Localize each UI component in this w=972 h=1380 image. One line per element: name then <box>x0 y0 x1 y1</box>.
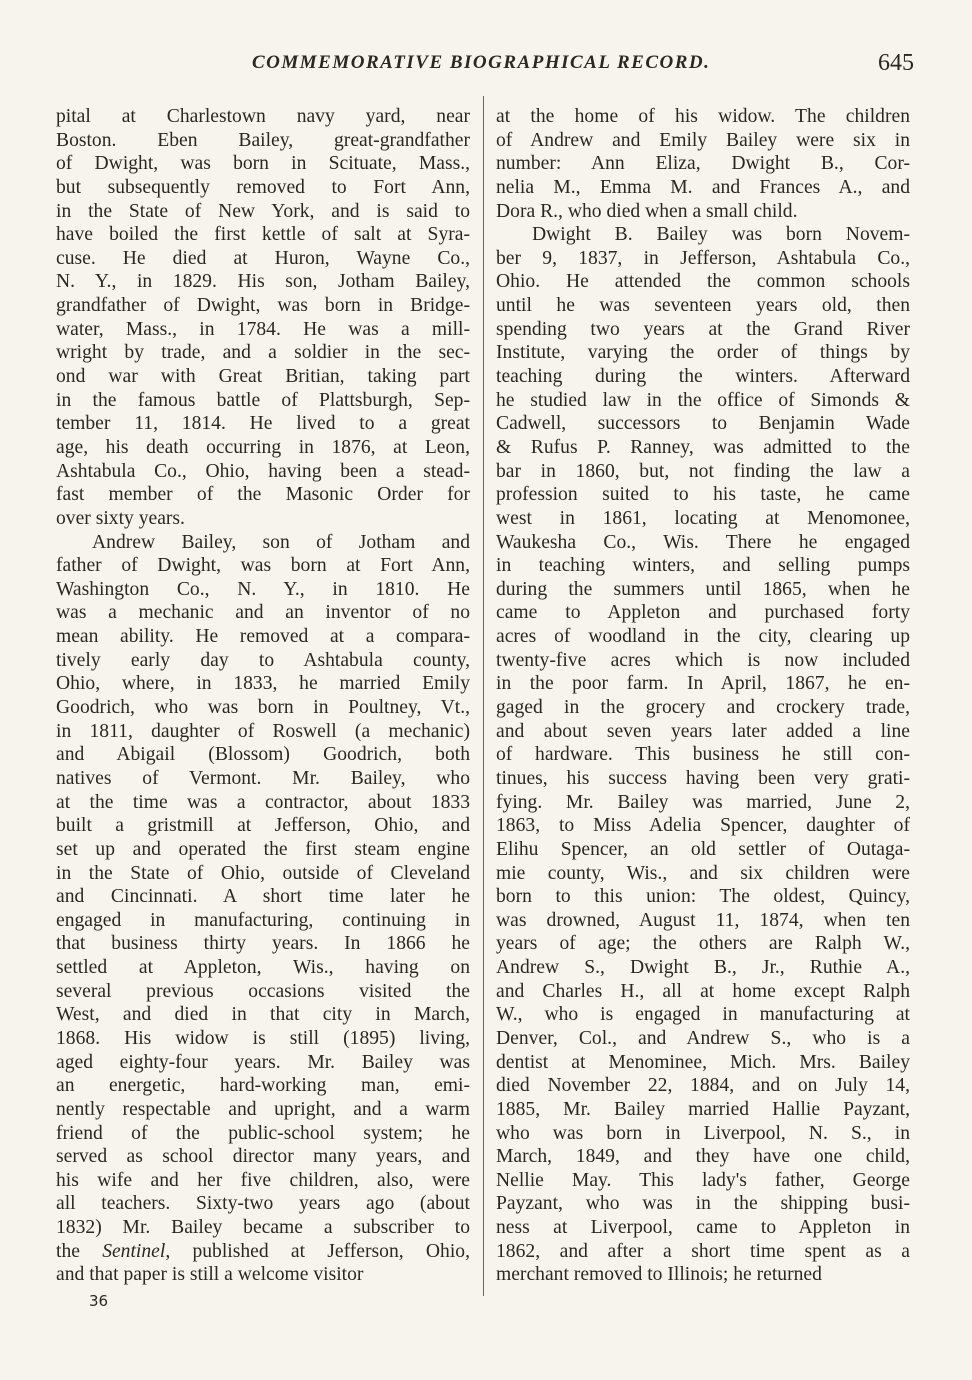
text-line: of Dwight, was born in Scituate, Mass., <box>56 153 470 175</box>
text-line: at the home of his widow. The children <box>496 106 910 127</box>
text-line: spending two years at the Grand River <box>496 318 910 340</box>
text-line: tinues, his success having been very grati- <box>496 767 910 789</box>
text-line: Goodrich, who was born in Poultney, Vt., <box>56 697 470 719</box>
text-line: in the State of New York, and is said to <box>56 200 470 222</box>
text-line: Nellie May. This lady's father, George <box>496 1169 910 1191</box>
text-line: Waukesha Co., Wis. There he engaged <box>496 531 910 553</box>
text-line: Institute, varying the order of things by <box>496 342 910 364</box>
newspaper-title: Sentinel <box>102 1240 166 1262</box>
text-line: died November 22, 1884, and on July 14, <box>496 1075 910 1097</box>
text-line: and Abigail (Blossom) Goodrich, both <box>56 744 470 766</box>
text-line: aged eighty-four years. Mr. Bailey was <box>56 1051 470 1073</box>
text-line: mie county, Wis., and six children were <box>496 862 910 884</box>
text-line: 1885, Mr. Bailey married Hallie Payzant, <box>496 1098 910 1120</box>
text-line: in teaching winters, and selling pumps <box>496 555 910 577</box>
text-line: of hardware. This business he still con- <box>496 744 910 766</box>
text-line: Elihu Spencer, an old settler of Outaga- <box>496 838 910 860</box>
text-line: ness at Liverpool, came to Appleton in <box>496 1217 910 1239</box>
text-line: settled at Appleton, Wis., having on <box>56 957 470 979</box>
text-line: came to Appleton and purchased forty <box>496 602 910 624</box>
text-line: Dora R., who died when a small child. <box>496 200 798 222</box>
text-line: in the poor farm. In April, 1867, he en- <box>496 673 910 695</box>
text-line: the Sentinel, published at Jefferson, Ohio, <box>56 1240 470 1262</box>
text-line: Payzant, who was in the shipping busi- <box>496 1193 910 1215</box>
text-line: & Rufus P. Ranney, was admitted to the <box>496 436 910 458</box>
text-line: ber 9, 1837, in Jefferson, Ashtabula Co., <box>496 247 910 269</box>
text-line: in the famous battle of Plattsburgh, Sep- <box>56 389 470 411</box>
text-line: nently respectable and upright, and a warm <box>56 1098 470 1120</box>
left-column <box>56 105 470 1287</box>
text-line: in the State of Ohio, outside of Cleveland <box>56 862 470 884</box>
text-line: engaged in manufacturing, continuing in <box>56 909 470 931</box>
text-line: ond war with Great Britian, taking part <box>56 366 470 388</box>
text-line: W., who is engaged in manufacturing at <box>496 1004 910 1026</box>
text-line: all teachers. Sixty-two years ago (about <box>56 1193 470 1215</box>
text-line: 1863, to Miss Adelia Spencer, daughter of <box>496 815 910 837</box>
text-line: in 1811, daughter of Roswell (a mechanic) <box>56 720 470 742</box>
text-line: and Cincinnati. A short time later he <box>56 886 470 908</box>
text-line: acres of woodland in the city, clearing up <box>496 626 910 648</box>
text-line: N. Y., in 1829. His son, Jotham Bailey, <box>56 271 470 293</box>
text-line: Washington Co., N. Y., in 1810. He <box>56 578 470 600</box>
text-line: nelia M., Emma M. and Frances A., and <box>496 176 910 198</box>
text-line: bar in 1860, but, not finding the law a <box>496 460 910 482</box>
text-line: friend of the public-school system; he <box>56 1122 470 1144</box>
text-line: number: Ann Eliza, Dwight B., Cor- <box>496 153 910 175</box>
text-line: set up and operated the first steam engine <box>56 838 470 860</box>
text-line: Cadwell, successors to Benjamin Wade <box>496 413 910 435</box>
text-line: an energetic, hard-working man, emi- <box>56 1075 470 1097</box>
text-line: merchant removed to Illinois; he returned <box>496 1264 822 1286</box>
text-line: Boston. Eben Bailey, great-grandfather <box>56 129 470 151</box>
text-line: Andrew S., Dwight B., Jr., Ruthie A., <box>496 957 910 979</box>
text-line: at the time was a contractor, about 1833 <box>56 791 470 813</box>
text-line: his wife and her five children, also, were <box>56 1169 470 1191</box>
text-line: was drowned, August 11, 1874, when ten <box>496 909 910 931</box>
text-line: teaching during the winters. Afterward <box>496 366 910 388</box>
text-line: born to this union: The oldest, Quincy, <box>496 886 910 908</box>
text-line: mean ability. He removed at a compara- <box>56 626 470 648</box>
text-line: 1832) Mr. Bailey became a subscriber to <box>56 1217 470 1239</box>
text-line: dentist at Menominee, Mich. Mrs. Bailey <box>496 1051 910 1073</box>
signature-mark: 36 <box>89 1292 109 1310</box>
text-line: Andrew Bailey, son of Jotham and <box>92 531 470 553</box>
column-divider <box>483 96 484 1296</box>
text-line: 1868. His widow is still (1895) living, <box>56 1027 470 1049</box>
page-header <box>56 52 914 82</box>
right-column <box>496 105 910 1287</box>
text-line: pital at Charlestown navy yard, near <box>56 106 470 127</box>
text-line: of Andrew and Emily Bailey were six in <box>496 129 910 151</box>
text-line: gaged in the grocery and crockery trade, <box>496 697 910 719</box>
text-line: Dwight B. Bailey was born Novem- <box>532 224 910 246</box>
text-line: wright by trade, and a soldier in the sec- <box>56 342 470 364</box>
text-line: built a gristmill at Jefferson, Ohio, and <box>56 815 470 837</box>
text-line: served as school director many years, and <box>56 1146 470 1168</box>
text-line: years of age; the others are Ralph W., <box>496 933 910 955</box>
text-line: tively early day to Ashtabula county, <box>56 649 470 671</box>
text-line: and about seven years later added a line <box>496 720 910 742</box>
text-line: tember 11, 1814. He lived to a great <box>56 413 470 435</box>
text-line: several previous occasions visited the <box>56 980 470 1002</box>
text-line: have boiled the first kettle of salt at Syra- <box>56 224 470 246</box>
text-line: twenty-five acres which is now included <box>496 649 910 671</box>
text-line: cuse. He died at Huron, Wayne Co., <box>56 247 470 269</box>
text-line: during the summers until 1865, when he <box>496 578 910 600</box>
text-line: who was born in Liverpool, N. S., in <box>496 1122 910 1144</box>
text-line: that business thirty years. In 1866 he <box>56 933 470 955</box>
text-line: natives of Vermont. Mr. Bailey, who <box>56 767 470 789</box>
text-line: until he was seventeen years old, then <box>496 295 910 317</box>
text-line: water, Mass., in 1784. He was a mill- <box>56 318 470 340</box>
text-line: profession suited to his taste, he came <box>496 484 910 506</box>
text-line: Ohio. He attended the common schools <box>496 271 910 293</box>
text-line: and Charles H., all at home except Ralph <box>496 980 910 1002</box>
text-line: Ohio, where, in 1833, he married Emily <box>56 673 470 695</box>
text-line: 1862, and after a short time spent as a <box>496 1240 910 1262</box>
text-line: age, his death occurring in 1876, at Leon, <box>56 436 470 458</box>
text-line: over sixty years. <box>56 507 185 529</box>
text-line: West, and died in that city in March, <box>56 1004 470 1026</box>
text-line: March, 1849, and they have one child, <box>496 1146 910 1168</box>
text-line: fying. Mr. Bailey was married, June 2, <box>496 791 910 813</box>
text-line: grandfather of Dwight, was born in Bridge- <box>56 295 470 317</box>
text-line: Ashtabula Co., Ohio, having been a stead- <box>56 460 470 482</box>
page-number: 645 <box>878 50 914 76</box>
text-line: but subsequently removed to Fort Ann, <box>56 176 470 198</box>
text-line: and that paper is still a welcome visitor <box>56 1264 364 1286</box>
running-head: COMMEMORATIVE BIOGRAPHICAL RECORD. <box>252 52 711 73</box>
text-line: father of Dwight, was born at Fort Ann, <box>56 555 470 577</box>
text-line: fast member of the Masonic Order for <box>56 484 470 506</box>
text-line: he studied law in the office of Simonds & <box>496 389 910 411</box>
text-line: was a mechanic and an inventor of no <box>56 602 470 624</box>
text-line: west in 1861, locating at Menomonee, <box>496 507 910 529</box>
text-line: Denver, Col., and Andrew S., who is a <box>496 1027 910 1049</box>
